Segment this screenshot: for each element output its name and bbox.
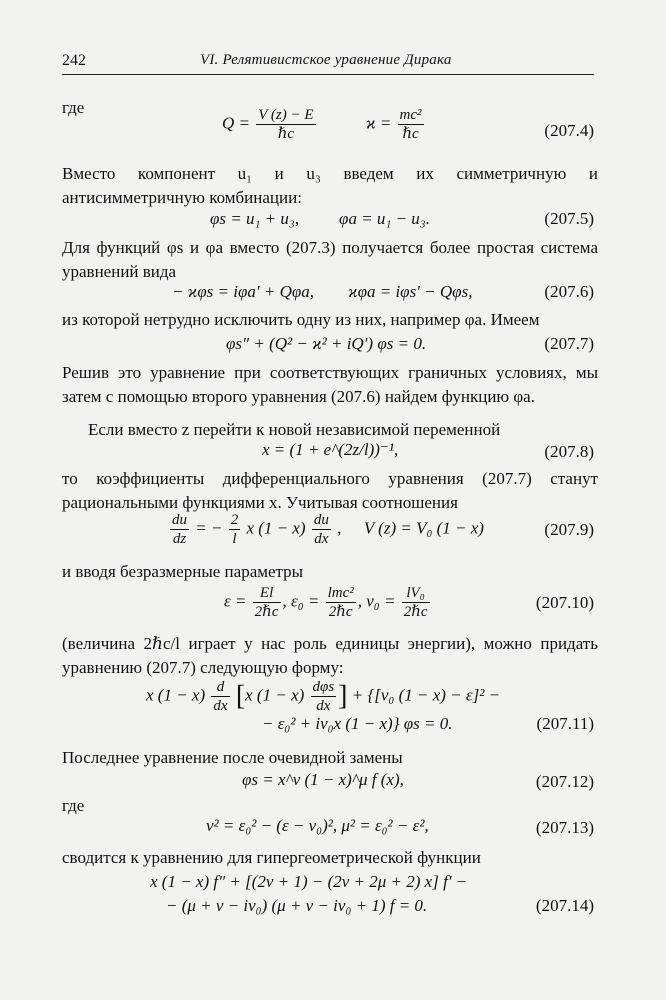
equation-207-5: φs = u₁ + u₃, φa = u₁ − u₃. (210, 209, 430, 228)
paragraph-hypergeometric: сводится к уравнению для гипергеометрической функции (62, 848, 481, 867)
equation-207-4: Q = $\frac{V (z) - E}{\text{ℏc}}$ ϰ = $\frac{\text{mc²}}{\text{ℏc}}$ (222, 107, 422, 142)
equation-number-207-8: (207.8) (544, 442, 594, 461)
paragraph-components: Вместо компонент u₁ и u₃ введем их симметричную и антисимметричную комбинации: (62, 164, 598, 207)
equation-207-10: ε = $\frac{El}{\text{2ℏc}}$ , ε₀ = $\frac{\text{lmc²}}{\text{2ℏc}}$ , v₀ = $\frac{\text{lV₀}}{\text{2ℏc}}$ (224, 585, 428, 620)
paragraph-variable: Если вместо z перейти к новой независимой переменной (88, 420, 501, 439)
where-label-1: где (62, 98, 85, 117)
equation-207-14-line-2: − (μ + ν − iv₀) (μ + ν − iv₀ + 1) f = 0. (166, 896, 428, 915)
equation-207-13: ν² = ε₀² − (ε − v₀)², μ² = ε₀² − ε², (206, 816, 429, 835)
equation-number-207-10: (207.10) (535, 593, 594, 612)
equation-number-207-7: (207.7) (544, 334, 594, 353)
running-header: VI. Релятивистское уравнение Дирака (200, 52, 452, 68)
equation-number-207-11: (207.11) (536, 714, 594, 733)
equation-207-7: φs″ + (Q² − ϰ² + iQ′) φs = 0. (226, 334, 427, 353)
equation-207-8: x = (1 + e^(2z/l))⁻¹, (262, 440, 399, 459)
equation-207-11-line-2: − ε₀² + iv₀x (1 − x)} φs = 0. (262, 714, 453, 733)
page-number: 242 (62, 52, 86, 69)
paragraph-parameters: и вводя безразмерные параметры (62, 562, 304, 581)
equation-number-207-6: (207.6) (544, 282, 594, 301)
equation-number-207-14: (207.14) (535, 896, 594, 915)
equation-number-207-12: (207.12) (535, 772, 594, 791)
paragraph-substitution: Последнее уравнение после очевидной замены (62, 748, 403, 767)
equation-number-207-5: (207.5) (544, 209, 594, 228)
equation-number-207-13: (207.13) (535, 818, 594, 837)
paragraph-solving: Решив это уравнение при соответствующих граничных условиях, мы затем с помощью второго уравнения (207.6) найдем функцию φa. (62, 363, 598, 406)
header-rule (62, 74, 594, 75)
paragraph-functions: Для функций φs и φa вместо (207.3) получается более простая система уравнений вида (62, 238, 598, 281)
paragraph-energy-unit: (величина 2ℏc/l играет у нас роль единицы энергии), можно придать уравнению (207.7) следующую форму: (62, 634, 598, 677)
equation-207-9: $\frac{du}{dz}$ = − $\frac{2}{l}$ x (1 − x) $\frac{du}{dx}$ , V (z) = V₀ (1 − x) (172, 512, 484, 547)
equation-number-207-9: (207.9) (544, 520, 594, 539)
paragraph-eliminate: из которой нетрудно исключить одну из них, например φa. Имеем (62, 310, 540, 329)
equation-207-6: − ϰφs = iφa′ + Qφa, ϰφa = iφs′ − Qφs, (172, 282, 473, 301)
equation-207-14-line-1: x (1 − x) f″ + [(2ν + 1) − (2ν + 2μ + 2) x] f′ − (150, 872, 468, 891)
equation-207-11-line-1: x (1 − x) $\frac{d}{dx}$ [x (1 − x) $\frac{\text{dφs}}{dx}$ ] + {[v₀ (1 − x) − ε]² − (146, 679, 501, 714)
equation-207-12: φs = x^ν (1 − x)^μ f (x), (242, 770, 404, 789)
where-label-2: где (62, 796, 85, 815)
equation-number-207-4: (207.4) (544, 121, 594, 140)
paragraph-coefficients: то коэффициенты дифференциального уравнения (207.7) станут рациональными функциями x. Учитывая соотношения (62, 469, 598, 512)
